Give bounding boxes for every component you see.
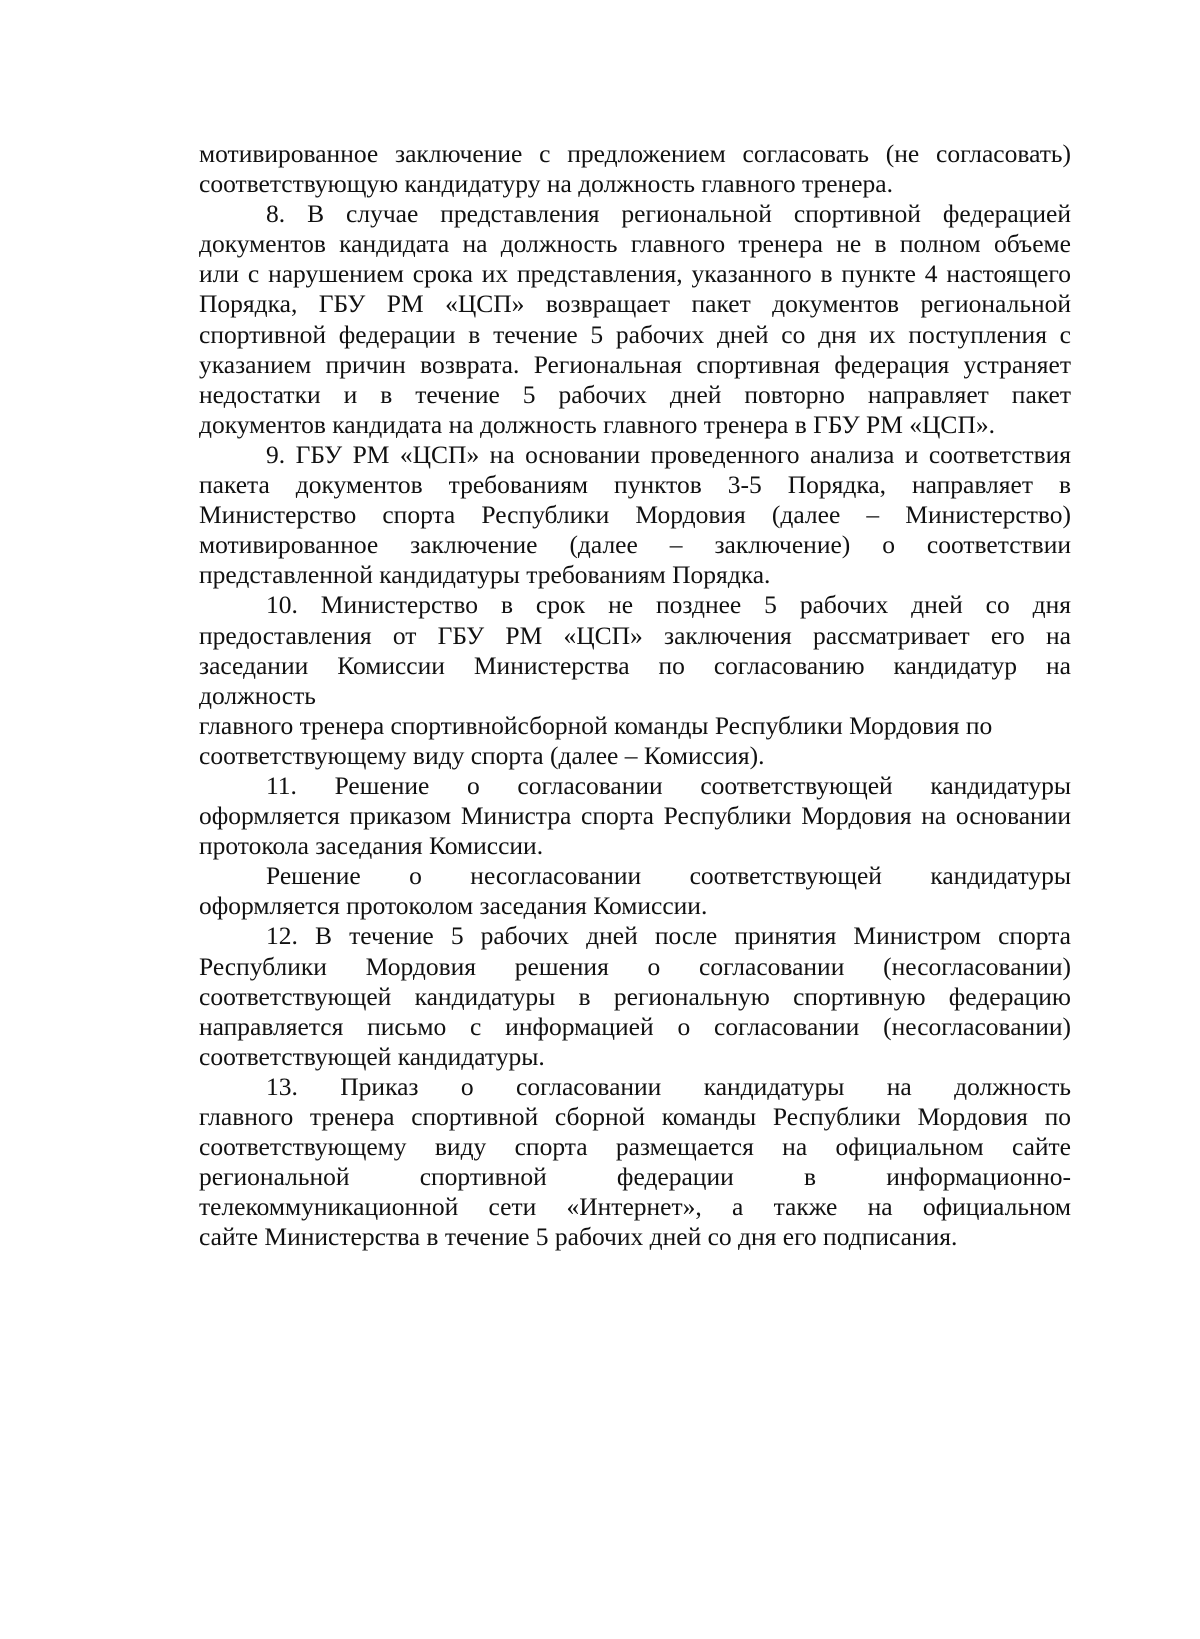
document-line: указанием причин возврата. Региональная спортивная федерация устраняет xyxy=(199,349,1071,379)
document-line: телекоммуникационной сети «Интернет», а также на официальном xyxy=(199,1192,1071,1222)
document-line: оформляется протоколом заседания Комиссии. xyxy=(199,891,708,921)
document-line: соответствующему виду спорта размещается на официальном сайте xyxy=(199,1132,1071,1162)
document-line: мотивированное заключение (далее – заключение) о соответствии xyxy=(199,530,1071,560)
document-line: предоставления от ГБУ РМ «ЦСП» заключения рассматривает его на xyxy=(199,620,1071,650)
document-line: главного тренера спортивнойсборной команды Республики Мордовия по xyxy=(199,710,993,740)
document-line: пакета документов требованиям пунктов 3-5 Порядка, направляет в xyxy=(199,470,1071,500)
document-line: документов кандидата на должность главного тренера не в полном объеме xyxy=(199,229,1071,259)
document-line: главного тренера спортивной сборной команды Республики Мордовия по xyxy=(199,1102,1071,1131)
document-line: оформляется приказом Министра спорта Республики Мордовия на основании xyxy=(199,801,1071,831)
document-body xyxy=(199,139,1071,1252)
document-line: Республики Мордовия решения о согласовании (несогласовании) xyxy=(199,951,1071,981)
document-line: заседании Комиссии Министерства по согласованию кандидатур на xyxy=(199,650,1071,680)
document-line: 11. Решение о согласовании соответствующей кандидатуры xyxy=(266,770,1071,800)
document-line: 9. ГБУ РМ «ЦСП» на основании проведенного анализа и соответствия xyxy=(266,439,1071,469)
document-line: 8. В случае представления региональной спортивной федерацией xyxy=(266,199,1071,229)
document-line: Порядка, ГБУ РМ «ЦСП» возвращает пакет документов региональной xyxy=(199,289,1071,319)
document-line: Министерство спорта Республики Мордовия (далее – Министерство) xyxy=(199,500,1071,530)
document-line: недостатки и в течение 5 рабочих дней повторно направляет пакет xyxy=(199,379,1071,409)
document-line: или с нарушением срока их представления, указанного в пункте 4 настоящего xyxy=(199,259,1071,289)
document-line: региональной спортивной федерации в информационно- xyxy=(199,1162,1071,1192)
document-line: 12. В течение 5 рабочих дней после принятия Министром спорта xyxy=(266,921,1071,951)
document-line: спортивной федерации в течение 5 рабочих дней со дня их поступления с xyxy=(199,319,1071,349)
document-line: протокола заседания Комиссии. xyxy=(199,831,544,861)
document-line: 13. Приказ о согласовании кандидатуры на должность xyxy=(266,1071,1071,1101)
document-line: должность xyxy=(199,680,316,710)
document-line: соответствующей кандидатуры в региональную спортивную федерацию xyxy=(199,981,1071,1011)
document-line: представленной кандидатуры требованиям Порядка. xyxy=(199,560,771,590)
document-line: Решение о несогласовании соответствующей кандидатуры xyxy=(266,861,1071,891)
document-line: мотивированное заключение с предложением согласовать (не согласовать) xyxy=(199,139,1071,168)
document-line: соответствующему виду спорта (далее – Комиссия). xyxy=(199,740,765,770)
document-line: 10. Министерство в срок не позднее 5 рабочих дней со дня xyxy=(266,590,1071,620)
document-line: направляется письмо с информацией о согласовании (несогласовании) xyxy=(199,1011,1071,1041)
document-line: соответствующую кандидатуру на должность главного тренера. xyxy=(199,169,893,199)
document-line: сайте Министерства в течение 5 рабочих дней со дня его подписания. xyxy=(199,1222,958,1252)
document-line: соответствующей кандидатуры. xyxy=(199,1041,545,1071)
document-line: документов кандидата на должность главного тренера в ГБУ РМ «ЦСП». xyxy=(199,409,995,439)
